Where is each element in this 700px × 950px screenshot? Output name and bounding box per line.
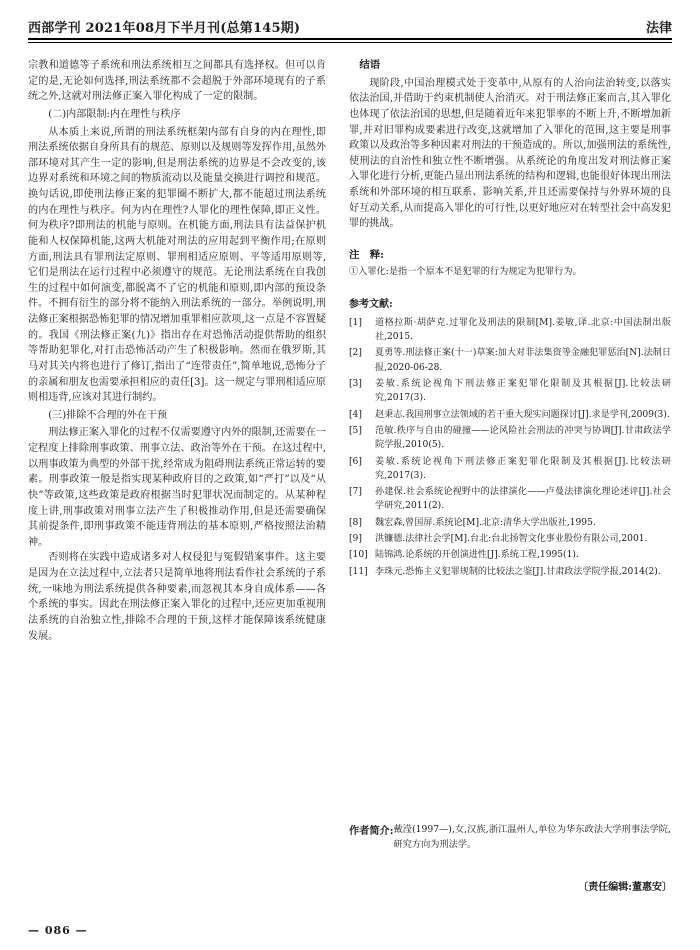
body-paragraph: 从本质上来说,所谓的刑法系统框架内部有自身的内在理性,即刑法系统依据自身所具有的规范、原则以及规则等发挥作用,虽然外部环境对其产生一定的影响,但是刑法系统的边界是不会改变的,该边界对系统和环境之间的物质流动以及能量交换进行调控和规范。换句话说,即使刑法修正案的犯罪圈不断扩大,都不能超过刑法系统的内在理性与秩序。何为内在理性?人罪化的理性保障,即正义性。何为秩序?即刑法的机能与原则。在机能方面,刑法具有法益保护机能和人权保障机能,这两大机能对刑法的应用起到平衡作用;在原则方面,刑法具有罪刑法定原则、罪刑相适应原则、平等适用原则等,它们是刑法在运行过程中必须遵守的规范。无论刑法系统在自我创生的过程中如何演变,都脱离不了它的机能和原则,即内部的预设条件。不拥有衍生的部分将不能纳入刑法系统的一部分。举例说明,刑法修正案根据恐怖犯罪的情况增加重罪相应款项,这一点是不容置疑的。我国《刑法修正案(九)》指出存在对恐怖活动提供帮助的组织等帮助犯罪化,对打击恐怖活动产生了积极影响。然而在俄罗斯,其马对其关内将也进行了修订,指出了“连带责任”,简单地说,恐怖分子的亲属和朋友也需要承担相应的责任[3]。这一规定与罪刑相适应原则相违背,应该对其进行制约。 <box>28 126 326 404</box>
body-paragraph: 否则将在实践中造成诸多对人权侵犯与冤假错案事件。这主要是因为在立法过程中,立法者只是简单地将刑法看作社会系统的子系统,一味地为刑法系统提供各种要素,而忽视其本身自成体系——各个系统的事实。因此在刑法修正案入罪化的过程中,还应更加重视刑法系统的自治独立性,排除不合理的干预,这样才能保障该系统健康发展。 <box>28 552 326 642</box>
responsible-editor: 〔责任编辑:董惠安〕 <box>578 882 672 893</box>
reference-item: [9] 洪镰德.法律社会学[M].台北:台北扬智文化事业股份有限公司,2001. <box>349 534 648 545</box>
reference-item: [11] 李珠元.恐怖主义犯罪规制的比较法之鉴[J].甘肃政法学院学报,2014(2). <box>349 566 661 577</box>
section-label: 法律 <box>645 21 672 36</box>
header-rule <box>28 38 672 40</box>
reference-item: [4] 赵秉志.我国刑事立法领域的若干重大现实问题探讨[J].求是学刊,2009(3). <box>349 409 670 420</box>
notes-title: 注 释: <box>349 248 385 261</box>
reference-item: [5] 范敏.秩序与自由的碰撞——论风险社会刑法的冲突与协调[J].甘肃政法学院学报,2010(5). <box>349 425 671 451</box>
references-title: 参考文献: <box>349 298 393 310</box>
right-column <box>349 58 671 581</box>
journal-masthead: 西部学刊 2021年08月下半月刊(总第145期) <box>28 21 301 36</box>
subsection-heading: (二)内部限制:内在理性与秩序 <box>48 108 181 120</box>
reference-item: [7] 孙建保.社会系统论视野中的法律演化——卢曼法律演化理论述评[J].社会学研究,2011(2). <box>349 487 671 512</box>
subsection-heading: (三)排除不合理的外在干预 <box>48 409 168 421</box>
reference-list <box>349 316 671 579</box>
conclusion-title: 结语 <box>359 59 381 71</box>
conclusion-paragraph: 现阶段,中国治理模式处于变革中,从原有的人治向法治转变,以落实依法治国,并借助于约束机制使人治消灭。对于刑法修正案而言,其入罪化也体现了依法治国的思想,但是随着近年来犯罪率的不断上升,不断增加新罪,并对旧罪构成要素进行改变,这就增加了入罪化的范围,这主要是刑事政策以及政治等多种因素对刑法的干预造成的。所以,加强刑法的系统性,使刑法的自治性和独立性不断增强。从系统论的角度出发对刑法修正案入罪化进行分析,更能凸显出刑法系统的结构和逻辑,也能很好体现出刑法系统和外部环境的相互联系、影响关系,并且还需要保持与外界环境的良好互动关系,从而提高入罪化的可行性,以更好地应对在转型社会中高发犯罪的挑战。 <box>349 77 671 230</box>
reference-item: [3] 姜敏.系统论视角下刑法修正案犯罪化限制及其根据[J].比较法研究,2017(3). <box>349 379 671 404</box>
reference-item: [8] 魏宏森,曾国屏.系统论[M].北京:清华大学出版社,1995. <box>349 517 596 528</box>
author-label: 作者简介: <box>349 825 394 837</box>
body-paragraph: 刑法修正案入罪化的过程不仅需要遵守内外的限制,还需要在一定程度上排除刑事政策、刑事立法、政治等外在干预。在这过程中,以刑事政策为典型的外部干扰,经常成为阻碍刑法系统正常运转的要素。刑事政策一般是指实现某种政府目的之政策,如“严打”以及“从快”等政策,这些政策是政府根据当时犯罪状况而制定的。从某种程度上讲,刑事政策对刑事立法产生了积极推动作用,但是还需要确保其前提条件,即刑事政策不能违背刑法的基本原则,严格按照法治精神。 <box>28 427 326 548</box>
left-column <box>28 58 326 644</box>
author-bio <box>349 822 671 852</box>
reference-item: [6] 姜敏.系统论视角下刑法修正案犯罪化限制及其根据[J].比较法研究,2017(3). <box>349 456 671 481</box>
reference-item: [1] 道格拉斯·胡萨克.过罪化及刑法的限制[M].姜敏,译.北京:中国法制出版社,2015. <box>349 317 671 343</box>
page-number: — 086 — <box>28 924 88 937</box>
author-text: 戴滢(1997—),女,汉族,浙江温州人,单位为华东政法大学刑事法学院,研究方向为刑法学。 <box>393 824 671 850</box>
body-paragraph: 宗教和道德等子系统和刑法系统相互之间都具有选择权。但可以肯定的是,无论如何选择,刑法系统都不会超脱于外部环境现有的子系统之外,这就对刑法修正案入罪化构成了一定的限制。 <box>28 60 326 103</box>
page-header <box>28 17 672 41</box>
header-rule-thin <box>28 42 672 43</box>
reference-item: [10] 陆锦鸿.论系统的开创演进性[J].系统工程,1995(1). <box>349 550 579 561</box>
footnote: ①入罪化:是指一个原本不是犯罪的行为规定为犯罪行为。 <box>349 265 582 277</box>
reference-item: [2] 夏勇等.刑法修正案(十一)草案:加大对非法集资等金融犯罪惩治[N].法制日报,2020-06-28. <box>349 348 671 373</box>
